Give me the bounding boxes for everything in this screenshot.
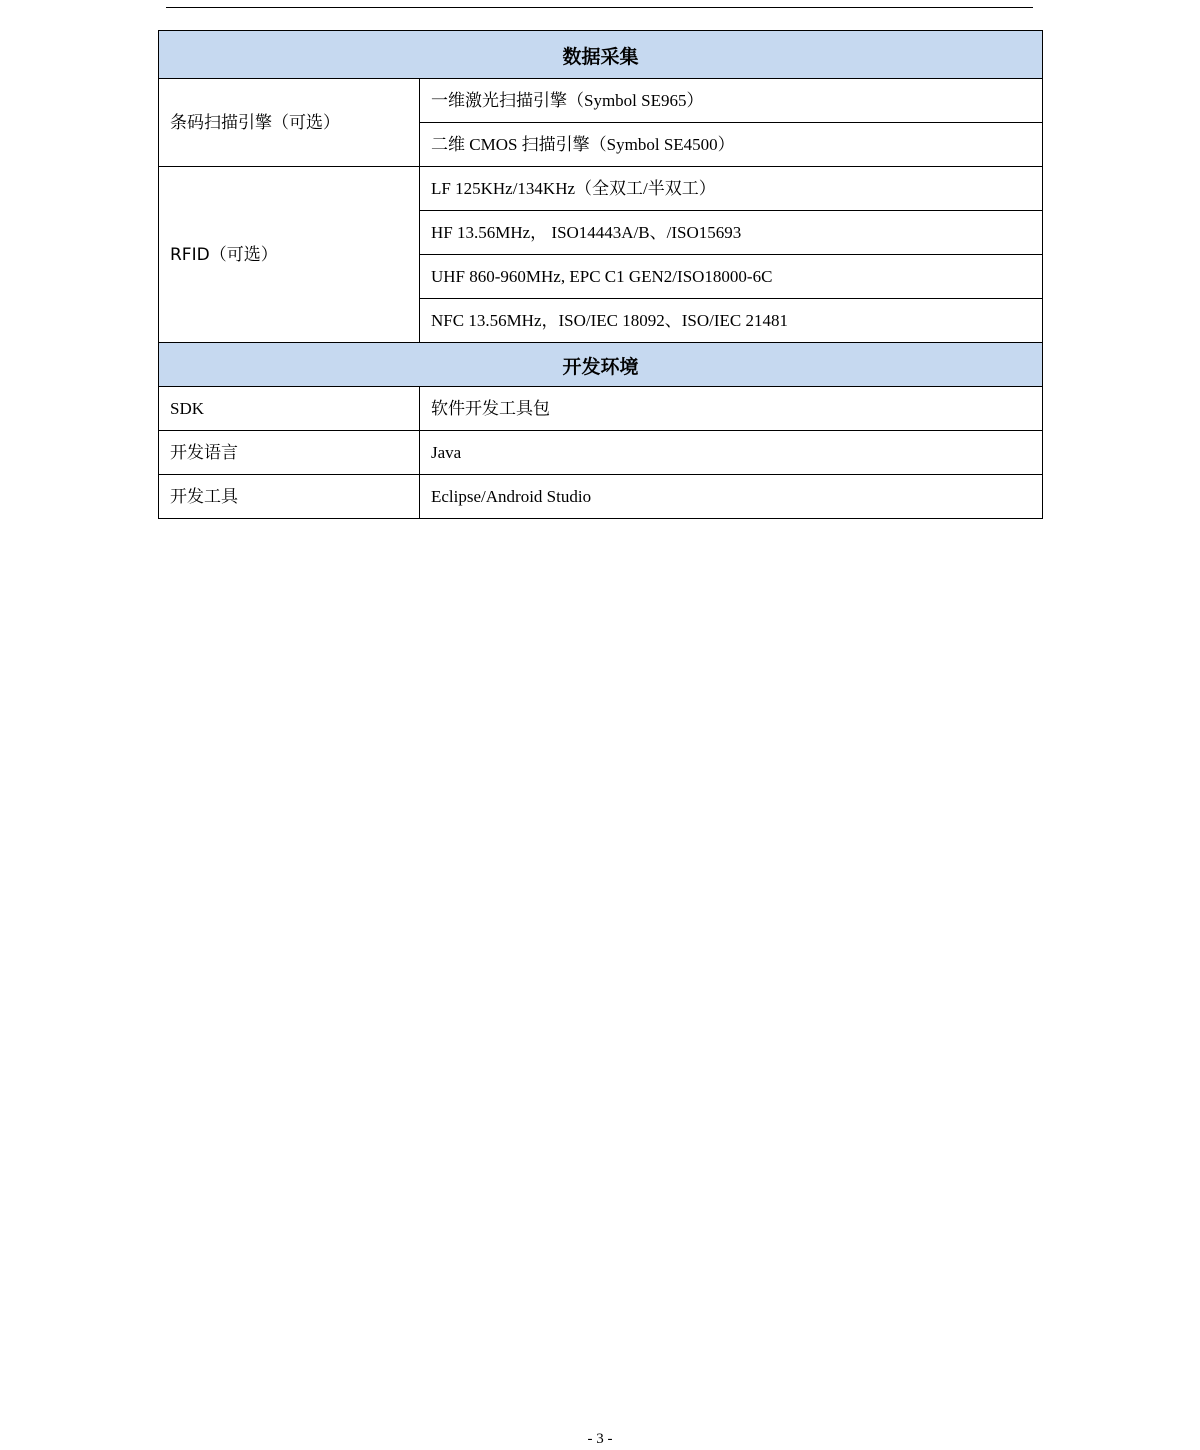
dev-tools-value: Eclipse/Android Studio <box>420 475 1043 519</box>
table-row <box>159 79 1043 123</box>
dev-language-value: Java <box>420 431 1043 475</box>
sdk-label: SDK <box>159 387 420 431</box>
section-header-row <box>159 343 1043 387</box>
spec-table <box>158 30 1043 519</box>
dev-language-label: 开发语言 <box>159 431 420 475</box>
barcode-engine-1d: 一维激光扫描引擎（Symbol SE965） <box>420 79 1043 123</box>
rfid-hf: HF 13.56MHz， ISO14443A/B、/ISO15693 <box>420 211 1043 255</box>
rfid-nfc: NFC 13.56MHz，ISO/IEC 18092、ISO/IEC 21481 <box>420 299 1043 343</box>
barcode-engine-2d: 二维 CMOS 扫描引擎（Symbol SE4500） <box>420 123 1043 167</box>
rfid-uhf: UHF 860-960MHz, EPC C1 GEN2/ISO18000-6C <box>420 255 1043 299</box>
header-rule <box>166 7 1033 8</box>
table-row <box>159 431 1043 475</box>
dev-tools-label: 开发工具 <box>159 475 420 519</box>
page-number: - 3 - <box>587 1431 613 1447</box>
sdk-value: 软件开发工具包 <box>420 387 1043 431</box>
table-row <box>159 475 1043 519</box>
table-row <box>159 167 1043 211</box>
section-title-dev-env: 开发环境 <box>159 343 1043 387</box>
section-header-row <box>159 31 1043 79</box>
table-row <box>159 387 1043 431</box>
section-title-data-collection: 数据采集 <box>159 31 1043 79</box>
rfid-lf: LF 125KHz/134KHz（全双工/半双工） <box>420 167 1043 211</box>
barcode-engine-label: 条码扫描引擎（可选） <box>159 79 420 167</box>
rfid-label: RFID（可选） <box>159 167 420 343</box>
